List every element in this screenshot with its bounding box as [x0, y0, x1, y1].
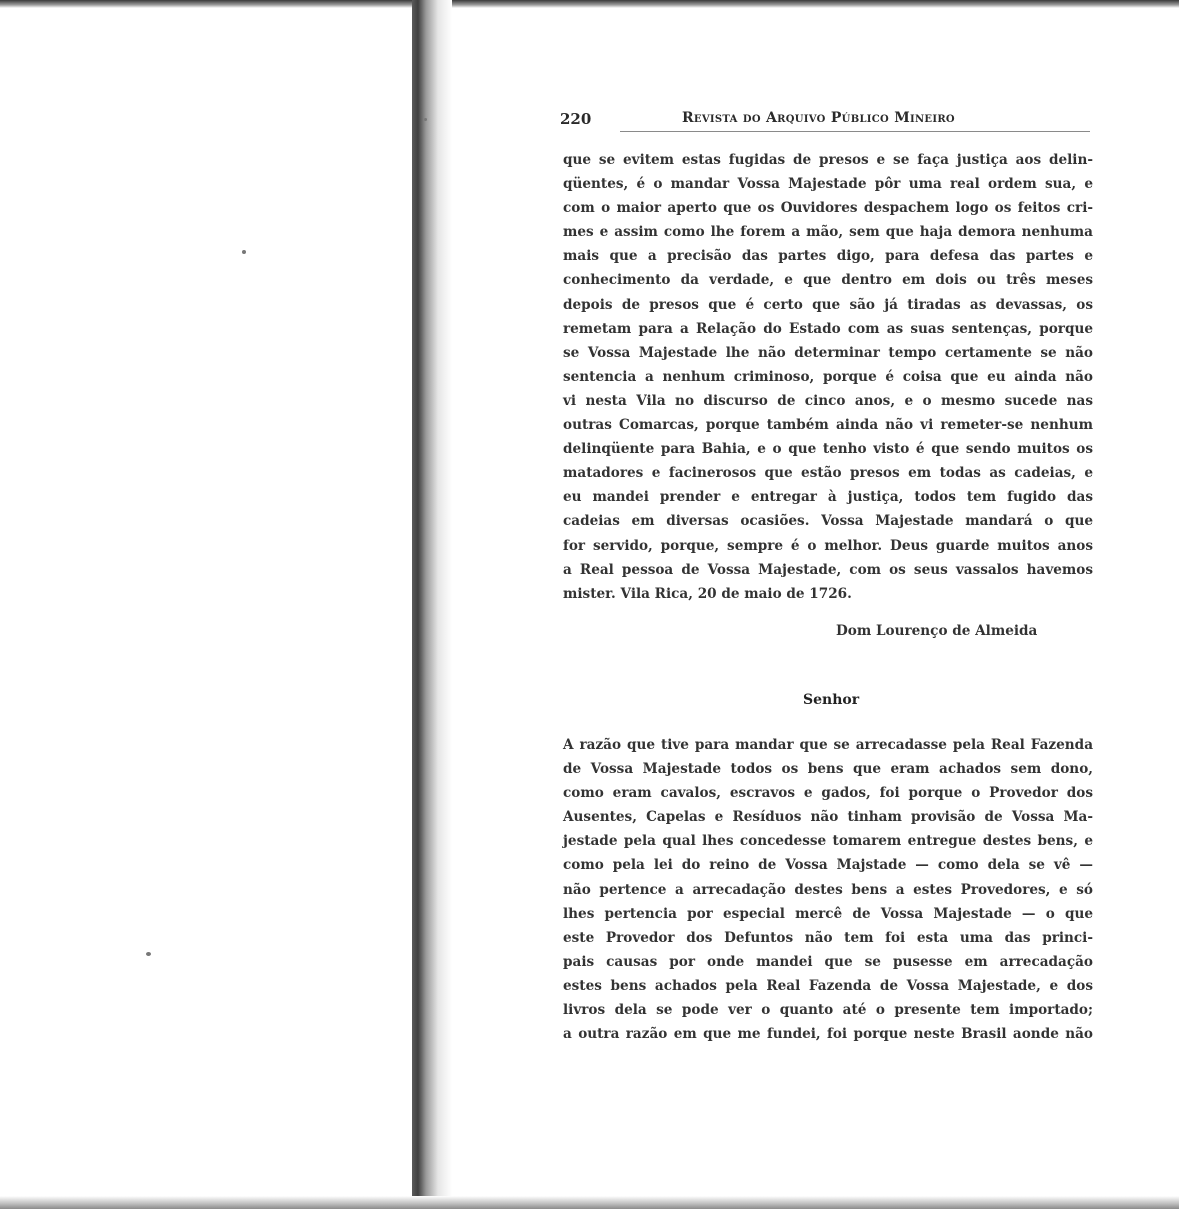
text-line: jestade pela qual lhes concedesse tomarem entregue destes bens, e — [563, 833, 1093, 850]
text-line: matadores e facinerosos que estão presos em todas as cadeias, e — [563, 465, 1093, 482]
text-line: vi nesta Vila no discurso de cinco anos, e o mesmo sucede nas — [563, 392, 1093, 409]
text-line: cadeias em diversas ocasiões. Vossa Majestade mandará o que — [563, 513, 1093, 530]
page-number: 220 — [560, 110, 592, 128]
signature: Dom Lourenço de Almeida — [836, 623, 1038, 639]
scan-top-edge — [0, 0, 1179, 8]
text-line: conhecimento da verdade, e que dentro em dois ou três meses — [563, 272, 1093, 289]
text-line: livros dela se pode ver o quanto até o presente tem importado; — [563, 1002, 1093, 1019]
text-line: que se evitem estas fugidas de presos e se faça justiça aos delin- — [563, 152, 1093, 168]
text-line: como pela lei do reino de Vossa Majstade — como dela se vê — — [563, 857, 1093, 874]
letter-paragraph-2 — [563, 733, 1093, 1046]
text-line: mais que a precisão das partes digo, para defesa das partes e — [563, 248, 1093, 265]
text-line: lhes pertencia por especial mercê de Vossa Majestade — o que — [563, 905, 1093, 922]
text-line: remetam para a Relação do Estado com as suas sentenças, porque — [563, 320, 1093, 337]
scan-speck — [146, 952, 151, 956]
page-header — [560, 110, 1090, 130]
text-line: A razão que tive para mandar que se arrecadasse pela Real Fazenda — [563, 737, 1093, 753]
text-line: delinqüente para Bahia, e o que tenho visto é que sendo muitos os — [563, 441, 1093, 458]
header-rule — [620, 131, 1090, 132]
scan-speck — [242, 250, 246, 254]
text-line: este Provedor dos Defuntos não tem foi esta uma das princi- — [563, 929, 1093, 946]
text-line: sentencia a nenhum criminoso, porque é coisa que eu ainda não — [563, 368, 1093, 385]
text-line: se Vossa Majestade lhe não determinar tempo certamente se não — [563, 344, 1093, 361]
text-line: com o maior aperto que os Ouvidores despachem logo os feitos cri- — [563, 200, 1093, 217]
text-line: outras Comarcas, porque também ainda não vi remeter-se nenhum — [563, 417, 1093, 434]
text-line: de Vossa Majestade todos os bens que eram achados sem dono, — [563, 761, 1093, 778]
scan-speck — [424, 118, 427, 121]
book-gutter-shadow — [412, 0, 452, 1209]
text-line: qüentes, é o mandar Vossa Majestade pôr uma real ordem sua, e — [563, 176, 1093, 193]
text-line: pais causas por onde mandei que se pusesse em arrecadação — [563, 953, 1093, 970]
text-line: mister. Vila Rica, 20 de maio de 1726. — [563, 585, 852, 602]
scan-bottom-edge — [0, 1196, 1179, 1209]
text-line: a Real pessoa de Vossa Majestade, com os seus vassalos havemos — [563, 561, 1093, 578]
text-line: não pertence a arrecadação destes bens a estes Provedores, e só — [563, 881, 1093, 898]
text-line: Ausentes, Capelas e Resíduos não tinham provisão de Vossa Ma- — [563, 809, 1093, 826]
text-line: depois de presos que é certo que são já tiradas as devassas, os — [563, 296, 1093, 313]
text-line: a outra razão em que me fundei, foi porque neste Brasil aonde não — [563, 1026, 1093, 1043]
text-line: mes e assim como lhe forem a mão, sem que haja demora nenhuma — [563, 224, 1093, 241]
text-line: eu mandei prender e entregar à justiça, todos tem fugido das — [563, 489, 1093, 506]
running-title: Revista do Arquivo Público Mineiro — [682, 110, 955, 126]
section-title: Senhor — [803, 692, 860, 708]
text-line: estes bens achados pela Real Fazenda de Vossa Majestade, e dos — [563, 977, 1093, 994]
text-line: como eram cavalos, escravos e gados, foi porque o Provedor dos — [563, 785, 1093, 802]
text-line: for servido, porque, sempre é o melhor. Deus guarde muitos anos — [563, 537, 1093, 554]
letter-paragraph-1 — [563, 148, 1093, 606]
